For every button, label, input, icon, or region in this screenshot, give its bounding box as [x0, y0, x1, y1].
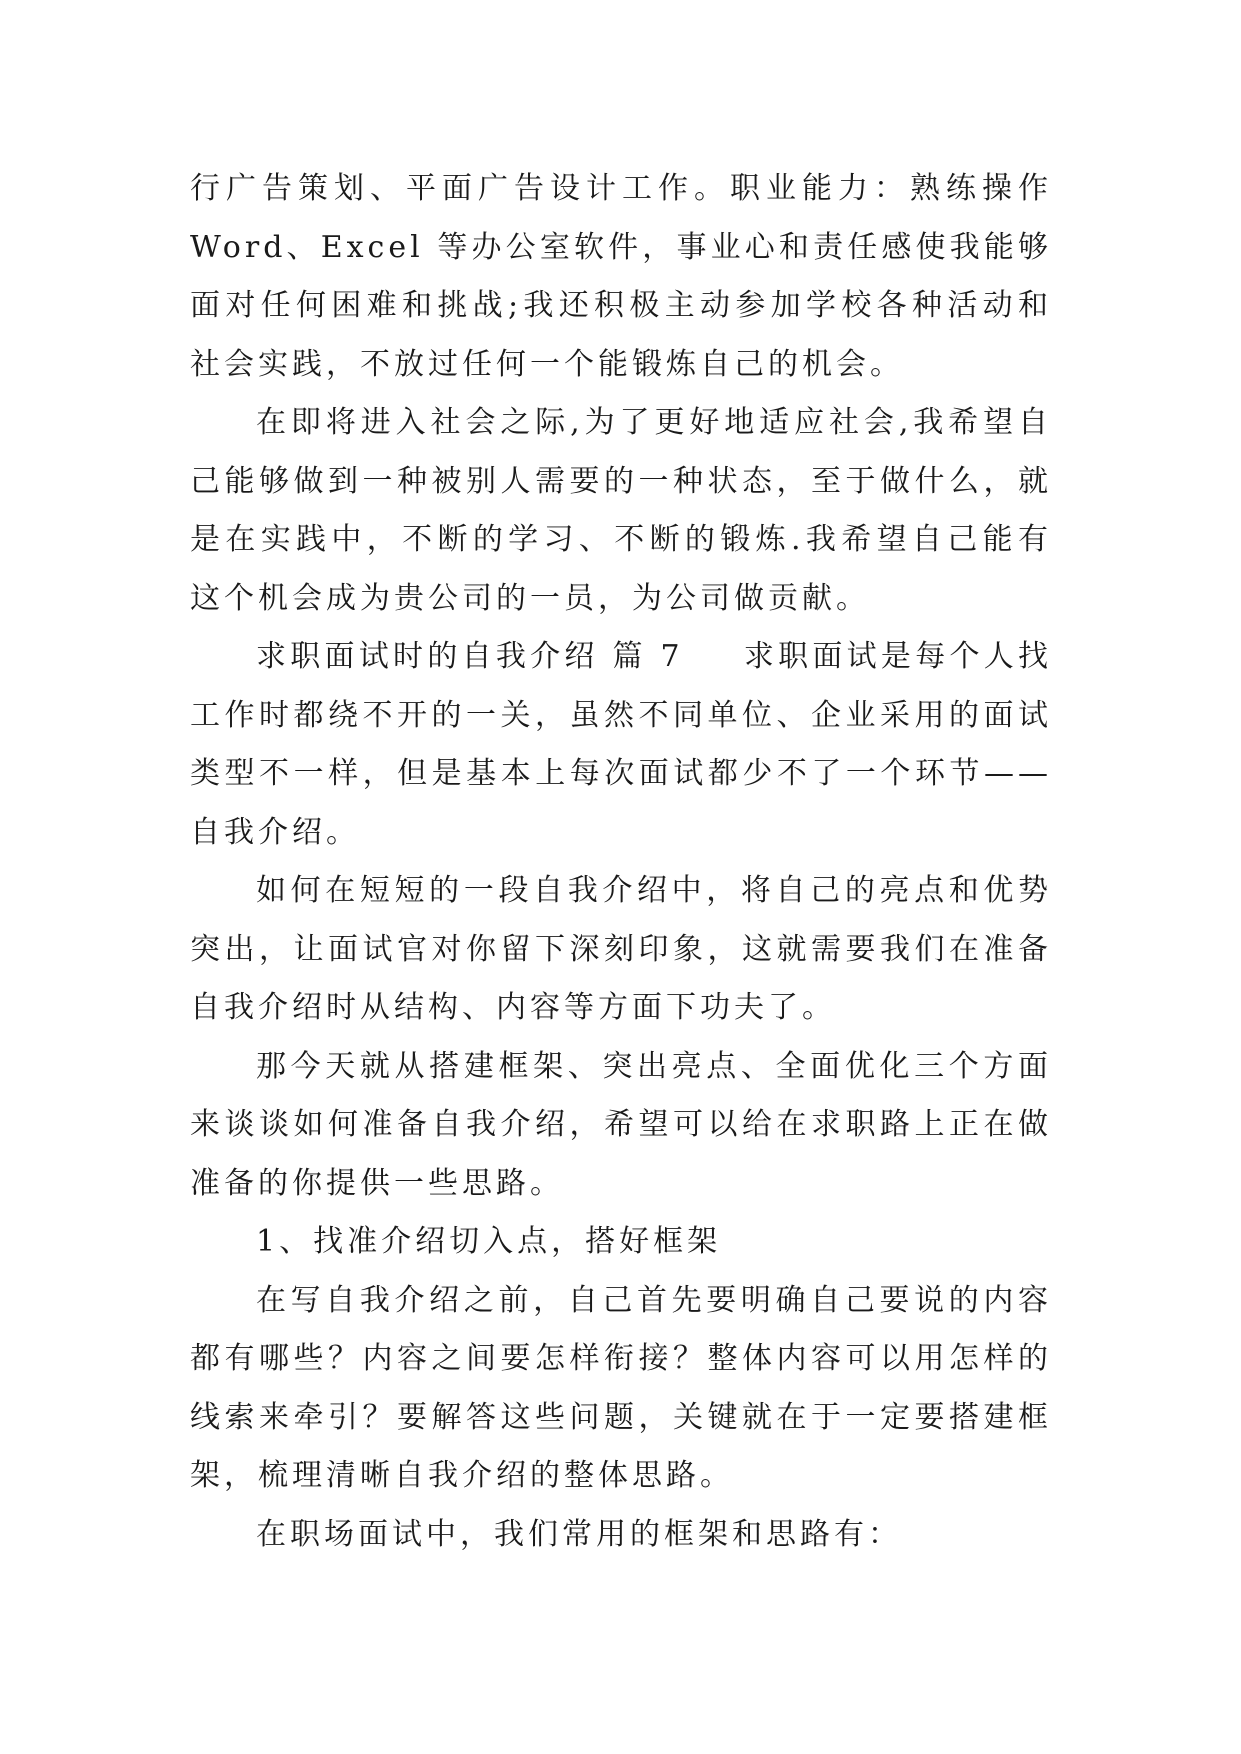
paragraph-4: 如何在短短的一段自我介绍中，将自己的亮点和优势突出，让面试官对你留下深刻印象，这就需要我们在准备自我介绍时从结构、内容等方面下功夫了。	[190, 873, 1052, 1025]
section-heading: 求职面试时的自我介绍 篇 7	[256, 639, 684, 674]
paragraph-2: 在即将进入社会之际,为了更好地适应社会,我希望自己能够做到一种被别人需要的一种状态，至于做什么，就是在实践中，不断的学习、不断的锻炼.我希望自己能有这个机会成为贵公司的一员，为公司做贡献。	[190, 405, 1052, 616]
subheading-1: 1、找准介绍切入点，搭好框架	[256, 1224, 722, 1259]
paragraph-5: 那今天就从搭建框架、突出亮点、全面优化三个方面来谈谈如何准备自我介绍，希望可以给在求职路上正在做准备的你提供一些思路。	[190, 1048, 1052, 1201]
paragraph-8: 在职场面试中，我们常用的框架和思路有：	[256, 1516, 902, 1552]
paragraph-7: 在写自我介绍之前，自己首先要明确自己要说的内容都有哪些？内容之间要怎样衔接？整体内容可以用怎样的线索来牵引？要解答这些问题，关键就在于一定要搭建框架，梳理清晰自我介绍的整体思路。	[190, 1282, 1052, 1493]
document-body	[190, 160, 1052, 1564]
paragraph-1: 行广告策划、平面广告设计工作。职业能力：熟练操作Word、Excel 等办公室软件，事业心和责任感使我能够面对任何困难和挑战;我还积极主动参加学校各种活动和社会实践，不放过任何一个能锻炼自己的机会。	[190, 171, 1052, 382]
paragraph-3-text: 求职面试是每个人找工作时都绕不开的一关，虽然不同单位、企业采用的面试类型不一样，但是基本上每次面试都少不了一个环节——自我介绍。	[190, 639, 1052, 850]
paragraph-3	[190, 628, 1052, 862]
